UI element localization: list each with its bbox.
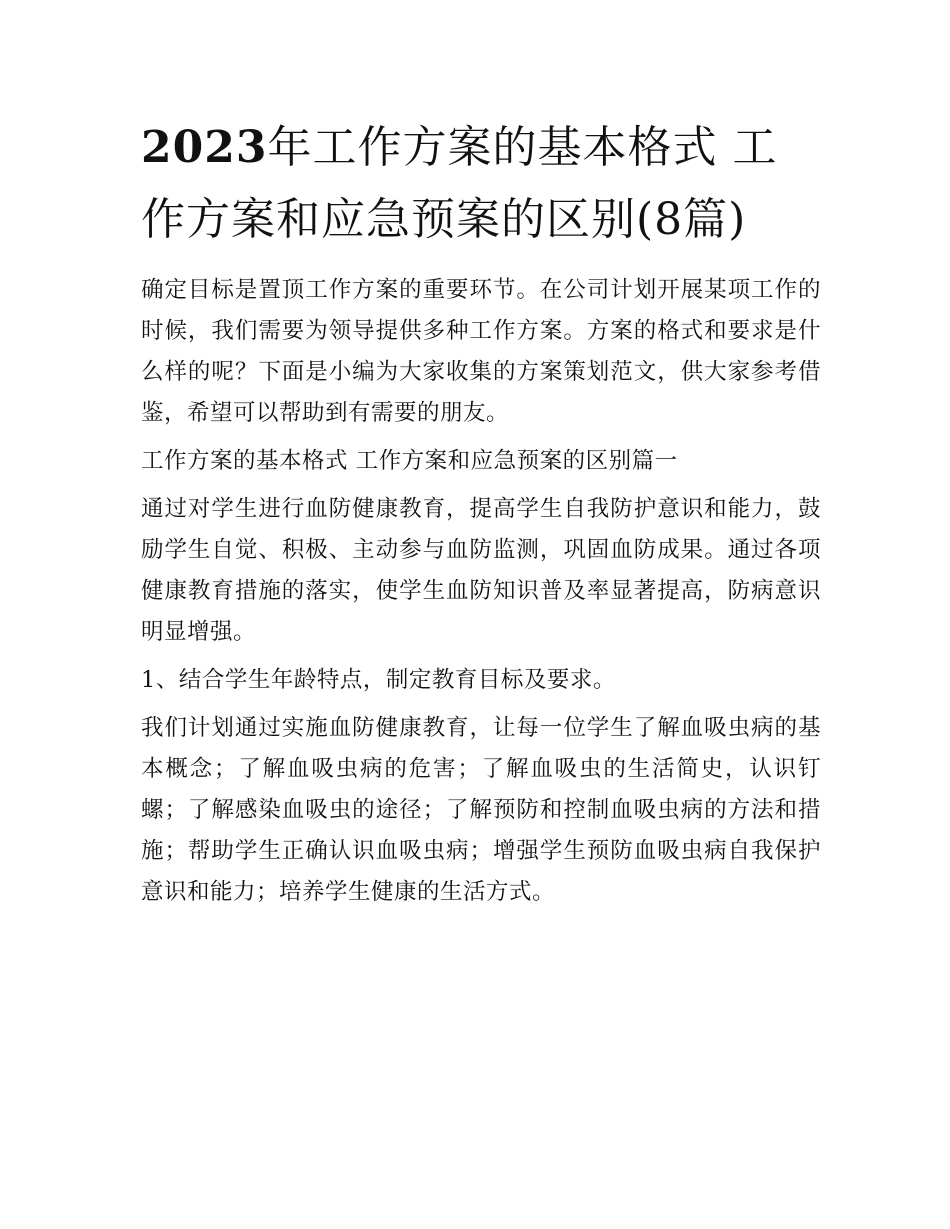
document-body — [141, 270, 821, 913]
document-title — [141, 112, 821, 256]
body-paragraph: 我们计划通过实施血防健康教育，让每一位学生了解血吸虫病的基本概念；了解血吸虫病的危害；了解血吸虫的生活简史，认识钉螺；了解感染血吸虫的途径；了解预防和控制血吸虫病的方法和措施；帮助学生正确认识血吸虫病；增强学生预防血吸虫病自我保护意识和能力；培养学生健康的生活方式。 — [141, 715, 821, 905]
document-page — [141, 112, 821, 913]
title-year: 2023 — [141, 122, 268, 173]
intro-paragraph: 确定目标是置顶工作方案的重要环节。在公司计划开展某项工作的时候，我们需要为领导提供多种工作方案。方案的格式和要求是什么样的呢？下面是小编为大家收集的方案策划范文，供大家参考借鉴，希望可以帮助到有需要的朋友。 — [141, 277, 821, 426]
title-text: 年工作方案的基本格式 工作方案和应急预案的区别(8篇) — [141, 122, 778, 245]
body-paragraph: 通过对学生进行血防健康教育，提高学生自我防护意识和能力，鼓励学生自觉、积极、主动参与血防监测，巩固血防成果。通过各项健康教育措施的落实，使学生血防知识普及率显著提高，防病意识明显增强。 — [141, 496, 821, 645]
numbered-item: 1、结合学生年龄特点，制定教育目标及要求。 — [141, 667, 616, 693]
section-heading: 工作方案的基本格式 工作方案和应急预案的区别篇一 — [141, 448, 678, 474]
